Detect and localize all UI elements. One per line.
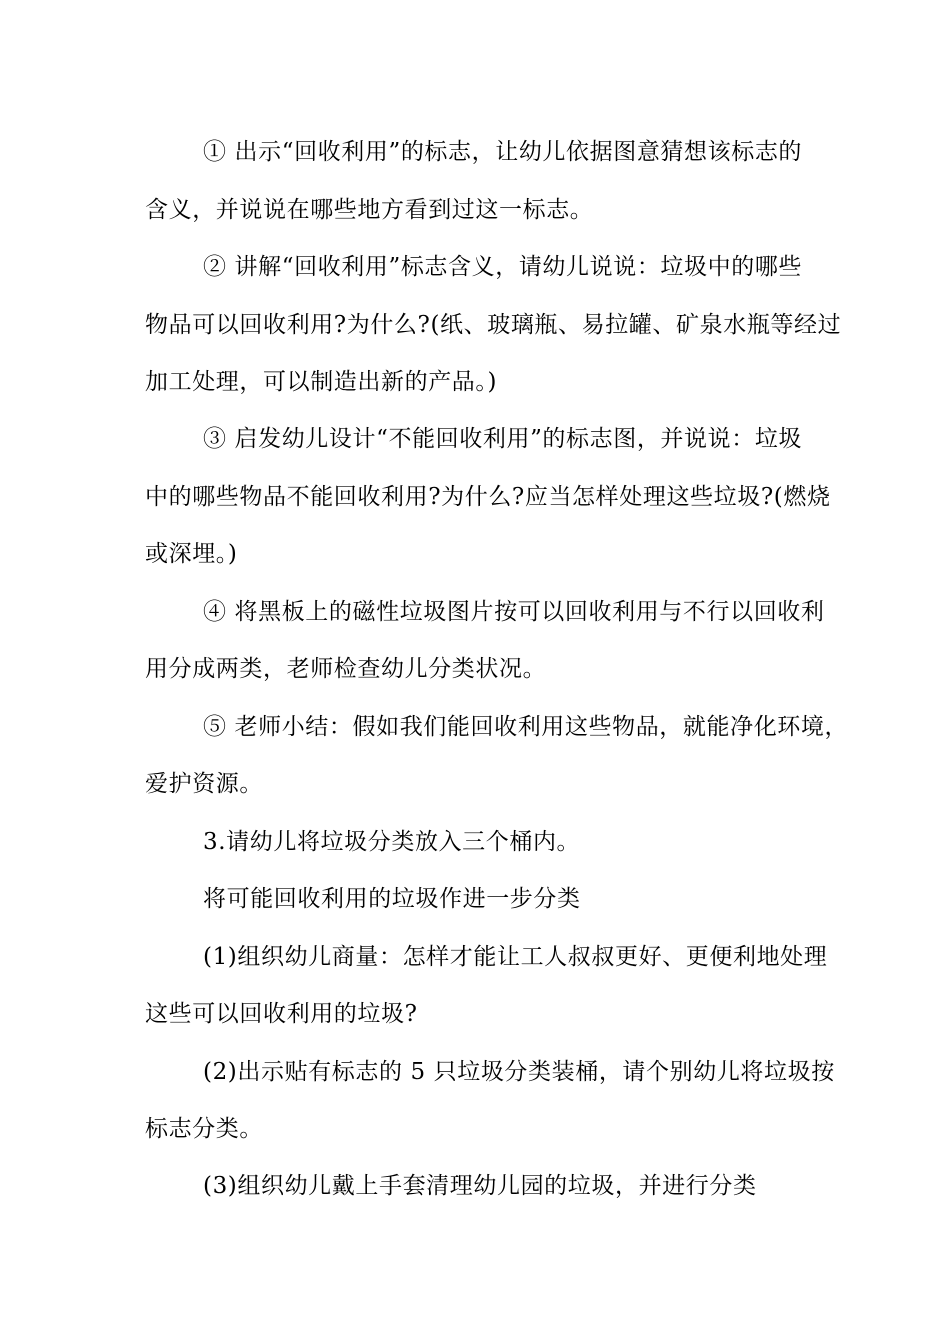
paragraph-8-line-2: 这些可以回收利用的垃圾?: [145, 1001, 418, 1027]
paragraph-3-line-2: 中的哪些物品不能回收利用?为什么?应当怎样处理这些垃圾?(燃烧: [145, 484, 831, 510]
paragraph-4-line-1: ④ 将黑板上的磁性垃圾图片按可以回收利用与不行以回收利: [203, 599, 825, 625]
paragraph-9-line-1: (2)出示贴有标志的 5 只垃圾分类装桶，请个别幼儿将垃圾按: [203, 1059, 835, 1085]
paragraph-6-line-1: 3.请幼儿将垃圾分类放入三个桶内。: [203, 829, 581, 855]
paragraph-9-line-2: 标志分类。: [145, 1116, 263, 1142]
paragraph-7-line-1: 将可能回收利用的垃圾作进一步分类: [203, 886, 581, 912]
paragraph-2-line-3: 加工处理，可以制造出新的产品。): [145, 369, 498, 395]
paragraph-2-line-2: 物品可以回收利用?为什么?(纸、玻璃瓶、易拉罐、矿泉水瓶等经过: [145, 312, 842, 338]
paragraph-5-line-2: 爱护资源。: [145, 771, 263, 797]
paragraph-1-line-2: 含义，并说说在哪些地方看到过这一标志。: [145, 197, 594, 223]
paragraph-3-line-3: 或深埋。): [145, 541, 238, 567]
paragraph-1-line-1: ① 出示“回收利用”的标志，让幼儿依据图意猜想该标志的: [203, 139, 803, 165]
paragraph-10-line-1: (3)组织幼儿戴上手套清理幼儿园的垃圾，并进行分类: [203, 1173, 757, 1199]
paragraph-8-line-1: (1)组织幼儿商量：怎样才能让工人叔叔更好、更便利地处理: [203, 944, 828, 970]
paragraph-5-line-1: ⑤ 老师小结：假如我们能回收利用这些物品，就能净化环境，: [203, 714, 849, 740]
paragraph-3-line-1: ③ 启发幼儿设计“不能回收利用”的标志图，并说说：垃圾: [203, 426, 803, 452]
paragraph-2-line-1: ② 讲解“回收利用”标志含义，请幼儿说说：垃圾中的哪些: [203, 254, 803, 280]
paragraph-4-line-2: 用分成两类，老师检查幼儿分类状况。: [145, 656, 547, 682]
